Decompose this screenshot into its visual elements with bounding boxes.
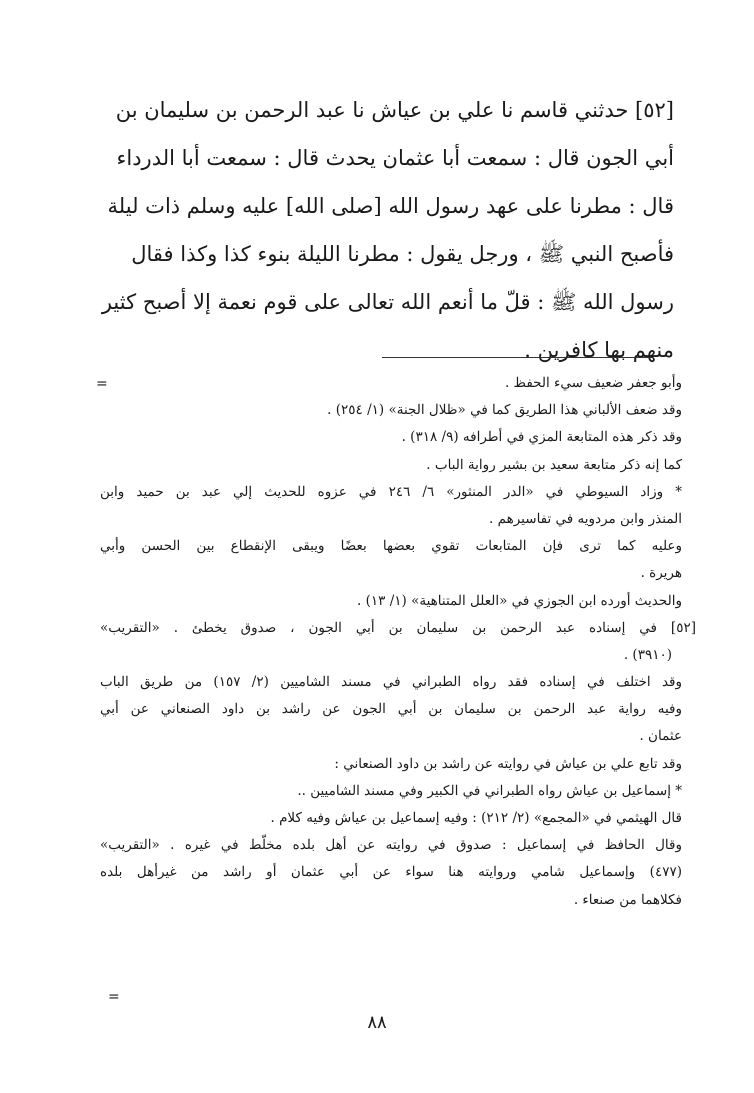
footnote-line: المنذر وابن مردويه في تفاسيرهم . bbox=[489, 510, 682, 527]
footnote-line: (٣٩١٠) . bbox=[623, 646, 672, 663]
footnote-line: وأبو جعفر ضعيف سيء الحفظ . bbox=[504, 375, 682, 391]
main-line: رسول الله ﷺ : قلّ ما أنعم الله تعالى على قوم نعمة إلا أصبح كثير bbox=[101, 290, 674, 314]
footnote-line: عثمان . bbox=[639, 728, 682, 745]
page-number: ٨٨ bbox=[367, 1012, 387, 1033]
main-line: منهم بها كافرين . bbox=[524, 338, 674, 362]
footnote-line: * إسماعيل بن عياش رواه الطبراني في الكبير وفي مسند الشاميين .. bbox=[297, 782, 682, 799]
footnote-line: وقد تابع علي بن عياش في روايته عن راشد بن داود الصنعاني : bbox=[334, 755, 682, 772]
continuation-mark-bottom: = bbox=[108, 989, 120, 1005]
main-line: قال : مطرنا على عهد رسول الله [صلى الله] عليه وسلم ذات ليلة bbox=[107, 194, 674, 218]
footnote-line: (٤٧٧) وإسماعيل شامي وروايته هنا سواء عن أبي عثمان أو راشد من غيرأهل بلده bbox=[100, 864, 682, 881]
footnote-separator bbox=[382, 357, 652, 358]
footnotes bbox=[100, 370, 696, 914]
main-line: فأصبح النبي ﷺ ، ورجل يقول : مطرنا الليلة بنوء كذا وكذا فقال bbox=[131, 242, 674, 266]
footnote-line: وقد اختلف في إسناده فقد رواه الطبراني في مسند الشاميين (٢/ ١٥٧) من طريق الباب bbox=[100, 674, 683, 691]
footnote-line: قال الهيثمي في «المجمع» (٢/ ٢١٢) : وفيه إسماعيل بن عياش وفيه كلام . bbox=[270, 810, 682, 826]
footnote-line: وفيه رواية عبد الرحمن بن سليمان بن أبي الجون عن راشد بن داود الصنعاني عن أبي bbox=[100, 701, 682, 718]
footnote-line: وقال الحافظ في إسماعيل : صدوق في روايته عن أهل بلده مخلّط في غيره . «التقريب» bbox=[100, 837, 682, 854]
footnote-line: وعليه كما ترى فإن المتابعات تقوي بعضها بعضًا ويبقى الإنقطاع بين الحسن وأبي bbox=[100, 538, 682, 555]
main-line: أبي الجون قال : سمعت أبا عثمان يحدث قال : سمعت أبا الدرداء bbox=[116, 146, 674, 170]
footnote-line: وقد ذكر هذه المتابعة المزي في أطرافه (٩/ ٣١٨) . bbox=[401, 429, 682, 446]
footnote-line: كما إنه ذكر متابعة سعيد بن بشير رواية الباب . bbox=[426, 456, 682, 473]
footnote-line: فكلاهما من صنعاء . bbox=[573, 891, 682, 908]
footnote-line: * وزاد السيوطي في «الدر المنثور» ٦/ ٢٤٦ في عزوه للحديث إلي عبد بن حميد وابن bbox=[100, 483, 682, 500]
footnote-line: [٥٢] في إسناده عبد الرحمن بن سليمان بن أبي الجون ، صدوق يخطئ . «التقريب» bbox=[100, 619, 696, 636]
main-line: [٥٢] حدثني قاسم نا علي بن عياش نا عبد الرحمن بن سليمان بن bbox=[115, 98, 674, 122]
main-hadith-text bbox=[82, 86, 674, 374]
footnote-line: والحديث أورده ابن الجوزي في «العلل المتناهية» (١/ ١٣) . bbox=[357, 592, 682, 609]
footnote-line: هريرة . bbox=[640, 565, 682, 582]
continuation-mark-top: = bbox=[96, 376, 108, 392]
footnote-line: وقد ضعف الألباني هذا الطريق كما في «ظلال الجنة» (١/ ٢٥٤) . bbox=[327, 402, 682, 419]
